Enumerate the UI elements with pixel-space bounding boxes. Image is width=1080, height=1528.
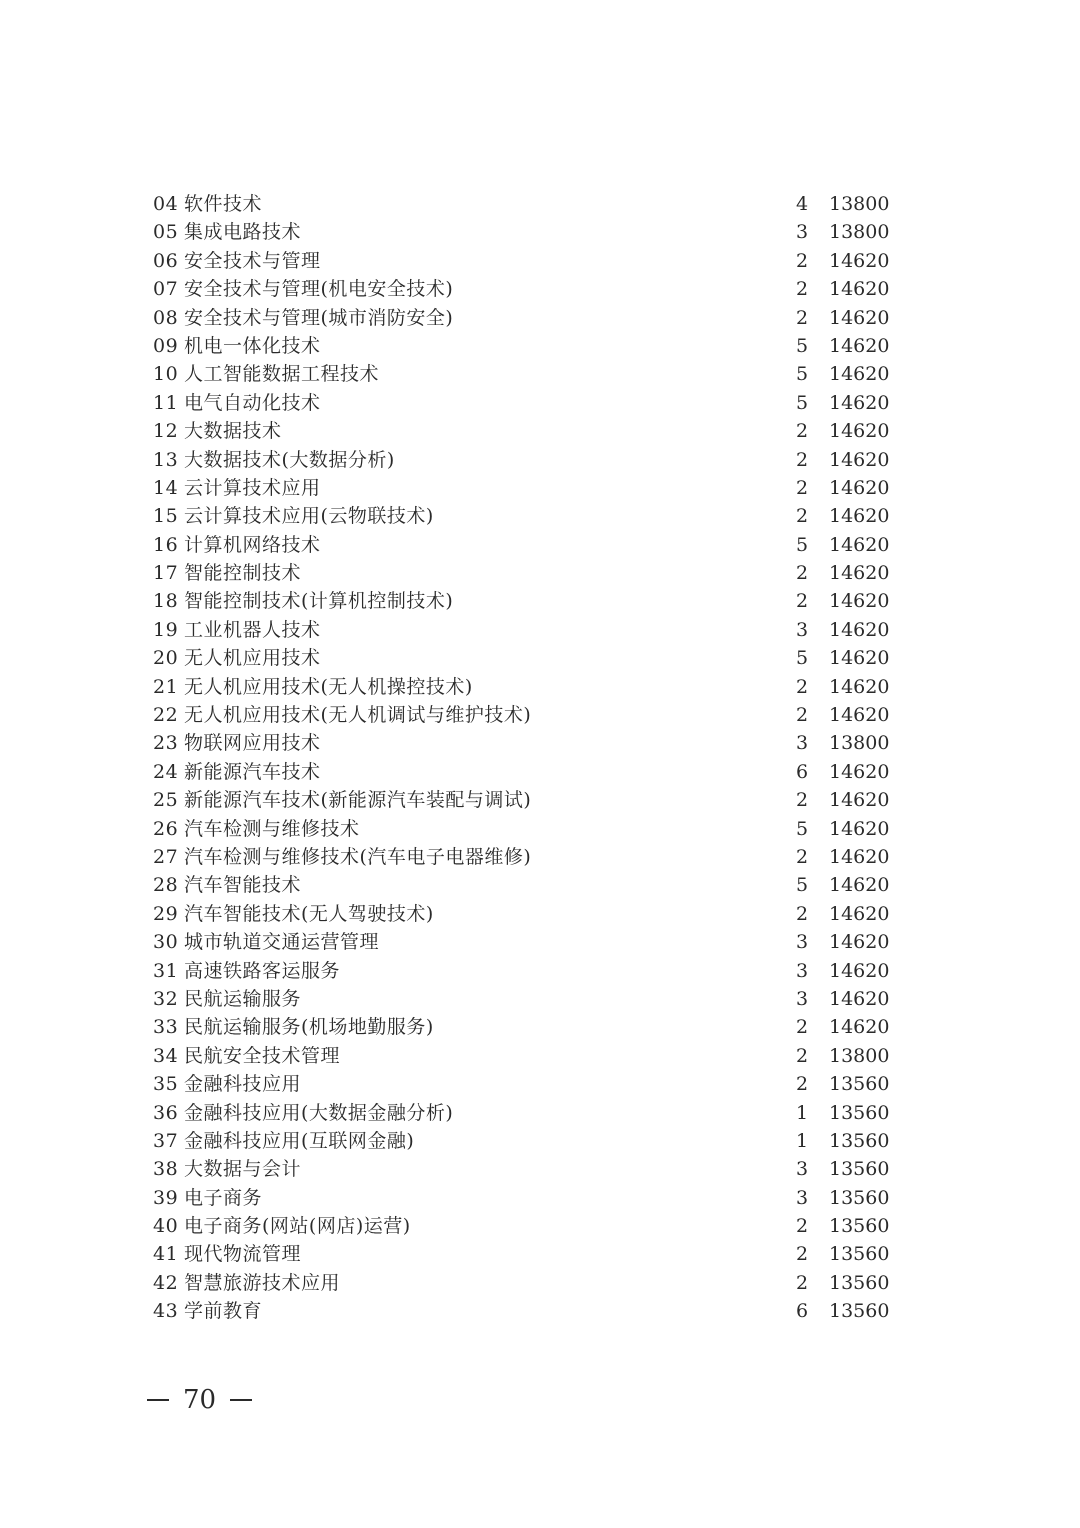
row-count: 3	[795, 959, 809, 982]
row-fee: 14620	[829, 363, 890, 386]
table-row	[153, 332, 893, 360]
table-row	[153, 360, 893, 388]
row-count: 4	[795, 193, 809, 215]
row-fee: 14620	[829, 931, 890, 954]
row-code: 19	[153, 618, 179, 641]
row-program-name: 民航运输服务(机场地勤服务)	[184, 1016, 434, 1039]
page-footer	[147, 1380, 252, 1420]
table-row	[153, 1212, 893, 1240]
table-row	[153, 1127, 893, 1155]
row-code: 41	[153, 1243, 179, 1266]
row-count: 3	[795, 732, 809, 755]
row-program-name: 安全技术与管理(机电安全技术)	[184, 278, 454, 301]
row-count: 2	[795, 845, 809, 868]
row-fee: 14620	[829, 334, 890, 357]
row-count: 2	[795, 476, 809, 499]
row-code: 38	[153, 1158, 179, 1181]
row-code: 17	[153, 562, 179, 585]
table-row	[153, 474, 893, 502]
row-count: 3	[795, 618, 809, 641]
row-code: 26	[153, 817, 179, 840]
row-count: 5	[795, 647, 809, 670]
row-count: 6	[795, 760, 809, 783]
row-fee: 13560	[829, 1215, 890, 1238]
row-fee: 13560	[829, 1073, 890, 1096]
table-row	[153, 1240, 893, 1268]
row-program-name: 汽车检测与维修技术	[184, 817, 360, 840]
table-row	[153, 1042, 893, 1070]
row-code: 34	[153, 1044, 179, 1067]
row-fee: 14620	[829, 420, 890, 443]
row-program-name: 城市轨道交通运营管理	[184, 931, 380, 954]
table-row	[153, 928, 893, 956]
row-code: 43	[153, 1300, 179, 1323]
row-program-name: 人工智能数据工程技术	[184, 363, 380, 386]
row-code: 06	[153, 249, 179, 272]
footer-dash-right	[230, 1399, 252, 1401]
row-code: 36	[153, 1101, 179, 1124]
row-code: 27	[153, 845, 179, 868]
row-count: 3	[795, 931, 809, 954]
table-row	[153, 900, 893, 928]
table-row	[153, 985, 893, 1013]
row-fee: 14620	[829, 647, 890, 670]
row-code: 29	[153, 902, 179, 925]
row-count: 2	[795, 1271, 809, 1294]
table-row	[153, 1070, 893, 1098]
row-program-name: 无人机应用技术(无人机操控技术)	[184, 675, 473, 698]
row-fee: 14620	[829, 987, 890, 1010]
row-code: 25	[153, 789, 179, 812]
table-row	[153, 1184, 893, 1212]
table-row	[153, 1297, 893, 1325]
row-count: 5	[795, 391, 809, 414]
row-fee: 13560	[829, 1271, 890, 1294]
row-fee: 14620	[829, 845, 890, 868]
row-fee: 14620	[829, 476, 890, 499]
row-program-name: 智慧旅游技术应用	[184, 1271, 341, 1294]
row-count: 5	[795, 363, 809, 386]
row-program-name: 智能控制技术	[184, 562, 302, 585]
row-code: 42	[153, 1271, 179, 1294]
row-fee: 13560	[829, 1300, 890, 1323]
row-program-name: 金融科技应用	[184, 1073, 302, 1096]
row-code: 39	[153, 1186, 179, 1209]
row-fee: 14620	[829, 448, 890, 471]
row-program-name: 电气自动化技术	[184, 391, 321, 414]
row-code: 11	[153, 391, 179, 414]
table-row	[153, 758, 893, 786]
table-row	[153, 275, 893, 303]
row-code: 33	[153, 1016, 179, 1039]
row-program-name: 计算机网络技术	[184, 533, 321, 556]
row-code: 30	[153, 931, 179, 954]
row-program-name: 民航安全技术管理	[184, 1044, 341, 1067]
row-count: 3	[795, 221, 809, 244]
row-count: 2	[795, 1243, 809, 1266]
row-code: 15	[153, 505, 179, 528]
table-row	[153, 531, 893, 559]
row-count: 2	[795, 1044, 809, 1067]
row-code: 14	[153, 476, 179, 499]
row-count: 2	[795, 902, 809, 925]
row-count: 3	[795, 1158, 809, 1181]
row-code: 12	[153, 420, 179, 443]
row-code: 40	[153, 1215, 179, 1238]
row-code: 28	[153, 874, 179, 897]
row-fee: 14620	[829, 817, 890, 840]
row-code: 18	[153, 590, 179, 613]
row-fee: 14620	[829, 760, 890, 783]
row-program-name: 云计算技术应用	[184, 476, 321, 499]
row-fee: 14620	[829, 704, 890, 727]
table-row	[153, 673, 893, 701]
table-row	[153, 786, 893, 814]
row-code: 20	[153, 647, 179, 670]
row-fee: 13560	[829, 1158, 890, 1181]
row-program-name: 金融科技应用(大数据金融分析)	[184, 1101, 454, 1124]
row-count: 1	[795, 1101, 809, 1124]
row-count: 2	[795, 306, 809, 329]
row-program-name: 软件技术	[184, 193, 263, 215]
table-row	[153, 247, 893, 275]
row-program-name: 安全技术与管理(城市消防安全)	[184, 306, 454, 329]
row-fee: 14620	[829, 533, 890, 556]
table-row	[153, 644, 893, 672]
row-count: 2	[795, 420, 809, 443]
row-fee: 14620	[829, 562, 890, 585]
table-row	[153, 843, 893, 871]
row-fee: 13560	[829, 1243, 890, 1266]
table-row	[153, 502, 893, 530]
table-row	[153, 701, 893, 729]
row-program-name: 汽车智能技术(无人驾驶技术)	[184, 902, 434, 925]
table-row	[153, 729, 893, 757]
row-count: 2	[795, 1073, 809, 1096]
row-fee: 14620	[829, 505, 890, 528]
row-count: 2	[795, 278, 809, 301]
row-program-name: 大数据技术(大数据分析)	[184, 448, 395, 471]
row-program-name: 新能源汽车技术(新能源汽车装配与调试)	[184, 789, 532, 812]
row-count: 2	[795, 1016, 809, 1039]
row-program-name: 云计算技术应用(云物联技术)	[184, 505, 434, 528]
row-fee: 13560	[829, 1129, 890, 1152]
footer-dash-left	[147, 1399, 169, 1401]
row-code: 35	[153, 1073, 179, 1096]
row-program-name: 电子商务	[184, 1186, 263, 1209]
row-program-name: 金融科技应用(互联网金融)	[184, 1129, 415, 1152]
row-count: 2	[795, 505, 809, 528]
row-code: 23	[153, 732, 179, 755]
row-fee: 14620	[829, 902, 890, 925]
table-row	[153, 587, 893, 615]
row-count: 2	[795, 1215, 809, 1238]
table-row	[153, 871, 893, 899]
row-program-name: 新能源汽车技术	[184, 760, 321, 783]
row-fee: 14620	[829, 618, 890, 641]
row-count: 5	[795, 874, 809, 897]
page-number: 70	[183, 1385, 217, 1415]
row-fee: 14620	[829, 249, 890, 272]
row-fee: 14620	[829, 278, 890, 301]
table-row	[153, 559, 893, 587]
row-program-name: 电子商务(网站(网店)运营)	[184, 1215, 411, 1238]
row-program-name: 物联网应用技术	[184, 732, 321, 755]
row-code: 31	[153, 959, 179, 982]
row-count: 5	[795, 533, 809, 556]
row-code: 24	[153, 760, 179, 783]
row-count: 3	[795, 987, 809, 1010]
row-program-name: 大数据与会计	[184, 1158, 302, 1181]
row-fee: 14620	[829, 789, 890, 812]
row-count: 2	[795, 249, 809, 272]
row-program-name: 汽车检测与维修技术(汽车电子电器维修)	[184, 845, 532, 868]
row-count: 5	[795, 334, 809, 357]
table-row	[153, 1269, 893, 1297]
row-code: 16	[153, 533, 179, 556]
row-program-name: 高速铁路客运服务	[184, 959, 341, 982]
row-program-name: 无人机应用技术(无人机调试与维护技术)	[184, 704, 532, 727]
table-row	[153, 218, 893, 246]
row-fee: 14620	[829, 874, 890, 897]
table-row	[153, 616, 893, 644]
table-row	[153, 1099, 893, 1127]
row-program-name: 汽车智能技术	[184, 874, 302, 897]
row-code: 04	[153, 193, 179, 215]
row-count: 2	[795, 448, 809, 471]
table-row	[153, 389, 893, 417]
row-count: 2	[795, 590, 809, 613]
row-count: 2	[795, 704, 809, 727]
row-program-name: 现代物流管理	[184, 1243, 302, 1266]
table-row	[153, 304, 893, 332]
row-code: 22	[153, 704, 179, 727]
table-row	[153, 417, 893, 445]
row-count: 1	[795, 1129, 809, 1152]
row-count: 2	[795, 789, 809, 812]
table-row	[153, 1155, 893, 1183]
table-row	[153, 446, 893, 474]
table-row	[153, 957, 893, 985]
row-fee: 13560	[829, 1101, 890, 1124]
row-count: 2	[795, 675, 809, 698]
row-fee: 14620	[829, 675, 890, 698]
row-fee: 13800	[829, 221, 890, 244]
table-row	[153, 1013, 893, 1041]
row-fee: 14620	[829, 959, 890, 982]
row-count: 3	[795, 1186, 809, 1209]
row-program-name: 学前教育	[184, 1300, 263, 1323]
row-program-name: 安全技术与管理	[184, 249, 321, 272]
table-row	[153, 190, 893, 218]
row-code: 32	[153, 987, 179, 1010]
program-table	[153, 190, 893, 1326]
row-program-name: 机电一体化技术	[184, 334, 321, 357]
row-fee: 13560	[829, 1186, 890, 1209]
row-program-name: 无人机应用技术	[184, 647, 321, 670]
row-code: 13	[153, 448, 179, 471]
row-code: 21	[153, 675, 179, 698]
row-count: 5	[795, 817, 809, 840]
row-code: 37	[153, 1129, 179, 1152]
row-program-name: 智能控制技术(计算机控制技术)	[184, 590, 454, 613]
row-program-name: 民航运输服务	[184, 987, 302, 1010]
row-program-name: 集成电路技术	[184, 221, 302, 244]
row-fee: 13800	[829, 732, 890, 755]
row-fee: 14620	[829, 391, 890, 414]
row-fee: 13800	[829, 193, 890, 215]
row-fee: 14620	[829, 590, 890, 613]
row-code: 05	[153, 221, 179, 244]
row-program-name: 工业机器人技术	[184, 618, 321, 641]
row-count: 6	[795, 1300, 809, 1323]
row-fee: 14620	[829, 306, 890, 329]
row-code: 10	[153, 363, 179, 386]
row-code: 09	[153, 334, 179, 357]
row-fee: 13800	[829, 1044, 890, 1067]
row-fee: 14620	[829, 1016, 890, 1039]
row-count: 2	[795, 562, 809, 585]
table-row	[153, 815, 893, 843]
row-program-name: 大数据技术	[184, 420, 282, 443]
row-code: 08	[153, 306, 179, 329]
row-code: 07	[153, 278, 179, 301]
